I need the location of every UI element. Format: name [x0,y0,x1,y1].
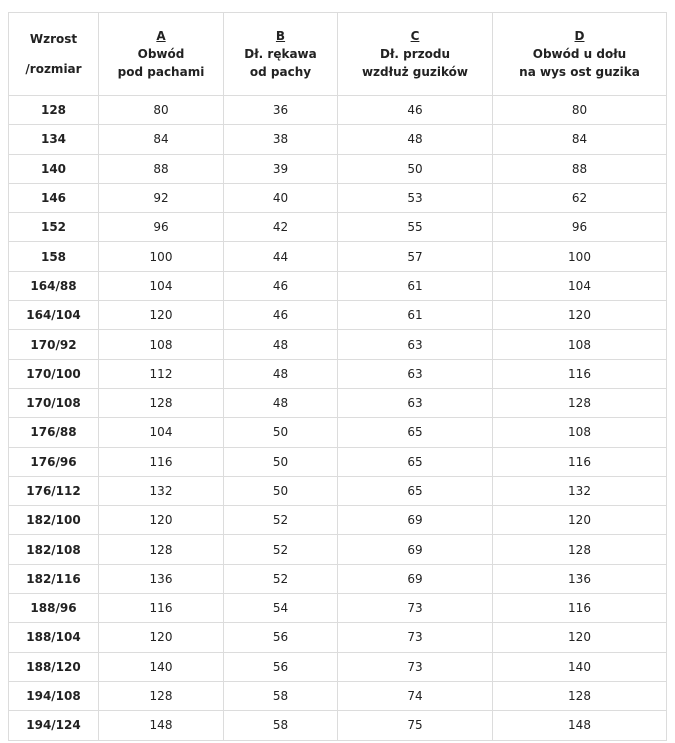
table-row [9,418,667,447]
header-col-d [493,13,667,96]
size-cell: 146 [9,183,99,212]
value-b-cell: 48 [224,388,338,417]
value-c-cell: 65 [338,447,493,476]
table-row [9,301,667,330]
value-c-cell: 63 [338,388,493,417]
header-col-a [99,13,224,96]
value-d-cell: 84 [493,125,667,154]
header-col-c [338,13,493,96]
value-c-cell: 69 [338,535,493,564]
value-c-cell: 61 [338,271,493,300]
value-d-cell: 136 [493,564,667,593]
header-row [9,13,667,96]
value-b-cell: 38 [224,125,338,154]
size-cell: 188/120 [9,652,99,681]
header-col-a-line1: Obwód [137,47,185,61]
value-a-cell: 100 [99,242,224,271]
value-b-cell: 50 [224,447,338,476]
table-row [9,623,667,652]
value-b-cell: 46 [224,301,338,330]
table-row [9,447,667,476]
value-c-cell: 65 [338,476,493,505]
table-row [9,594,667,623]
size-cell: 164/88 [9,271,99,300]
value-b-cell: 52 [224,564,338,593]
value-b-cell: 54 [224,594,338,623]
value-b-cell: 58 [224,711,338,740]
value-d-cell: 128 [493,535,667,564]
value-c-cell: 65 [338,418,493,447]
value-c-cell: 69 [338,564,493,593]
size-cell: 182/108 [9,535,99,564]
value-b-cell: 40 [224,183,338,212]
size-cell: 182/100 [9,506,99,535]
table-row [9,388,667,417]
value-d-cell: 80 [493,96,667,125]
value-c-cell: 75 [338,711,493,740]
header-col-b-line1: Dł. rękawa [244,47,317,61]
value-b-cell: 56 [224,623,338,652]
value-b-cell: 56 [224,652,338,681]
value-b-cell: 36 [224,96,338,125]
value-a-cell: 128 [99,388,224,417]
value-d-cell: 108 [493,330,667,359]
header-size [9,13,99,96]
value-a-cell: 96 [99,213,224,242]
value-a-cell: 128 [99,535,224,564]
value-c-cell: 63 [338,330,493,359]
table-row [9,506,667,535]
table-body [9,96,667,741]
size-cell: 164/104 [9,301,99,330]
size-cell: 176/88 [9,418,99,447]
value-a-cell: 108 [99,330,224,359]
table-row [9,213,667,242]
header-col-c-letter: C [410,29,420,43]
table-row [9,564,667,593]
value-a-cell: 120 [99,506,224,535]
size-cell: 176/112 [9,476,99,505]
header-size-line2: /rozmiar [25,62,82,76]
value-c-cell: 57 [338,242,493,271]
value-a-cell: 88 [99,154,224,183]
table-row [9,271,667,300]
header-col-d-line2: na wys ost guzika [519,65,640,79]
value-a-cell: 132 [99,476,224,505]
size-chart [8,12,667,741]
value-a-cell: 80 [99,96,224,125]
size-cell: 188/104 [9,623,99,652]
header-col-c-line1: Dł. przodu [379,47,451,61]
header-size-line1: Wzrost [29,32,78,46]
size-cell: 170/108 [9,388,99,417]
value-d-cell: 120 [493,301,667,330]
value-b-cell: 48 [224,359,338,388]
value-c-cell: 73 [338,594,493,623]
size-cell: 140 [9,154,99,183]
value-c-cell: 48 [338,125,493,154]
size-cell: 170/100 [9,359,99,388]
size-cell: 152 [9,213,99,242]
table-row [9,96,667,125]
header-col-d-letter: D [574,29,585,43]
table-row [9,183,667,212]
size-cell: 194/124 [9,711,99,740]
header-col-b-letter: B [275,29,286,43]
value-a-cell: 148 [99,711,224,740]
value-c-cell: 63 [338,359,493,388]
size-table [8,12,667,741]
value-c-cell: 73 [338,623,493,652]
value-c-cell: 50 [338,154,493,183]
value-d-cell: 120 [493,506,667,535]
value-b-cell: 58 [224,681,338,710]
table-row [9,711,667,740]
header-col-d-line1: Obwód u dołu [532,47,627,61]
value-d-cell: 132 [493,476,667,505]
size-cell: 188/96 [9,594,99,623]
table-row [9,242,667,271]
header-col-b-line2: od pachy [249,65,312,79]
value-d-cell: 116 [493,447,667,476]
table-row [9,125,667,154]
value-a-cell: 104 [99,271,224,300]
table-row [9,154,667,183]
value-d-cell: 104 [493,271,667,300]
size-cell: 194/108 [9,681,99,710]
value-d-cell: 100 [493,242,667,271]
value-c-cell: 74 [338,681,493,710]
value-a-cell: 140 [99,652,224,681]
value-d-cell: 116 [493,359,667,388]
value-a-cell: 128 [99,681,224,710]
header-col-b [224,13,338,96]
value-d-cell: 128 [493,388,667,417]
value-a-cell: 116 [99,447,224,476]
value-b-cell: 48 [224,330,338,359]
value-d-cell: 62 [493,183,667,212]
value-a-cell: 104 [99,418,224,447]
value-b-cell: 52 [224,506,338,535]
header-col-c-line2: wzdłuż guzików [361,65,469,79]
value-c-cell: 61 [338,301,493,330]
value-c-cell: 69 [338,506,493,535]
value-a-cell: 120 [99,623,224,652]
value-b-cell: 52 [224,535,338,564]
table-row [9,681,667,710]
table-row [9,652,667,681]
value-d-cell: 108 [493,418,667,447]
value-d-cell: 148 [493,711,667,740]
size-cell: 128 [9,96,99,125]
value-d-cell: 140 [493,652,667,681]
size-cell: 170/92 [9,330,99,359]
value-b-cell: 46 [224,271,338,300]
table-row [9,330,667,359]
value-a-cell: 84 [99,125,224,154]
value-a-cell: 120 [99,301,224,330]
value-c-cell: 53 [338,183,493,212]
table-row [9,535,667,564]
size-cell: 176/96 [9,447,99,476]
value-b-cell: 50 [224,476,338,505]
value-a-cell: 112 [99,359,224,388]
size-cell: 158 [9,242,99,271]
value-b-cell: 44 [224,242,338,271]
value-b-cell: 42 [224,213,338,242]
value-d-cell: 120 [493,623,667,652]
value-d-cell: 96 [493,213,667,242]
table-row [9,476,667,505]
table-row [9,359,667,388]
value-d-cell: 128 [493,681,667,710]
header-col-a-line2: pod pachami [117,65,205,79]
value-c-cell: 73 [338,652,493,681]
value-d-cell: 88 [493,154,667,183]
value-c-cell: 55 [338,213,493,242]
value-d-cell: 116 [493,594,667,623]
size-cell: 182/116 [9,564,99,593]
value-b-cell: 50 [224,418,338,447]
value-a-cell: 92 [99,183,224,212]
value-a-cell: 116 [99,594,224,623]
header-col-a-letter: A [156,29,166,43]
value-c-cell: 46 [338,96,493,125]
size-cell: 134 [9,125,99,154]
value-a-cell: 136 [99,564,224,593]
value-b-cell: 39 [224,154,338,183]
